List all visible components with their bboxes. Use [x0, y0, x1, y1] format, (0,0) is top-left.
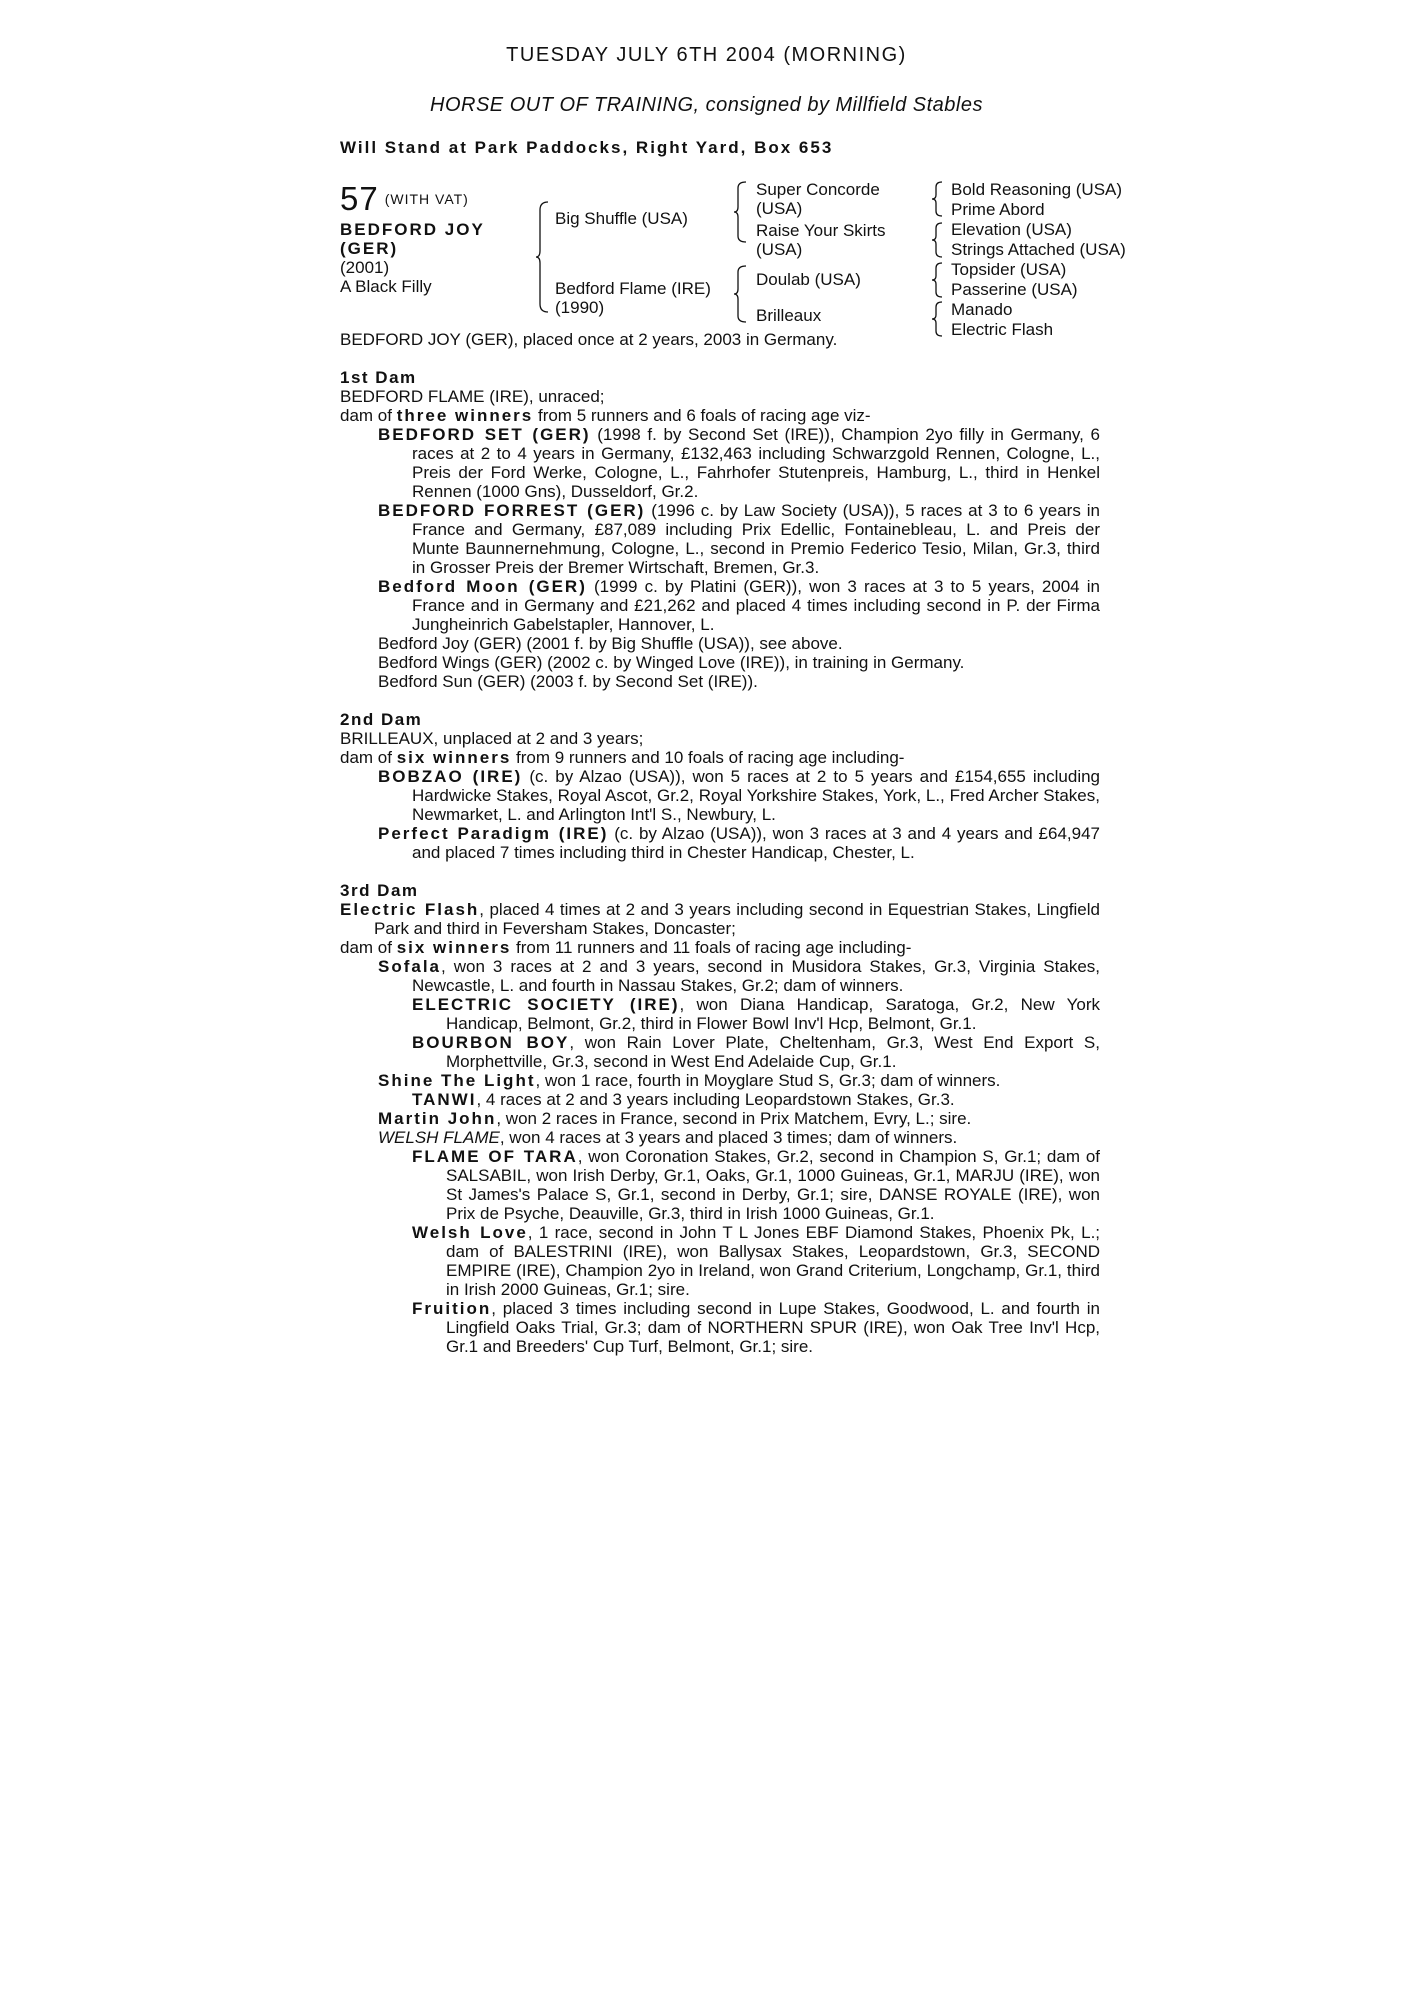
sire-dam-bracket: [536, 200, 550, 315]
produce-entry: [340, 995, 1100, 1033]
produce-text: , won Coronation Stakes, Gr.2, second in Champion S, Gr.1; dam of SALSABIL, won Irish Derby, Gr.1, Oaks, Gr.1, 1000 Guineas, Gr.1, MARJU (IRE), won St James's Palace S, Gr.1, second in Derby, Gr.1; sire, DANSE ROYALE (IRE), won Prix de Psyche, Deauville, Gr.3, third in Irish 1000 Guineas, Gr.1.: [446, 1147, 1100, 1223]
produce-entry: [340, 1147, 1100, 1223]
horse-country: (GER): [340, 239, 399, 258]
produce-entry: [340, 1223, 1100, 1299]
produce-name: Welsh Love: [412, 1223, 528, 1242]
pedigree-sd-country: (USA): [756, 240, 803, 259]
third-dam-heading: 3rd Dam: [340, 881, 419, 900]
pedigree-ssd: Prime Abord: [951, 200, 1045, 219]
vat-note: (WITH VAT): [384, 191, 469, 207]
produce-name: FLAME OF TARA: [412, 1147, 578, 1166]
pedigree-dds: Manado: [951, 300, 1013, 319]
gen4-bracket-3: [932, 261, 944, 299]
third-dam-line: [340, 900, 1100, 938]
produce-text: , won Rain Lover Plate, Cheltenham, Gr.3, West End Export S, Morphettville, Gr.3, second in West End Adelaide Cup, Gr.1.: [446, 1033, 1100, 1071]
produce-entry: [340, 1071, 1100, 1090]
pedigree-dam-sire: Doulab (USA): [756, 270, 861, 289]
gen4-bracket-2: [932, 221, 944, 259]
produce-name: BOURBON BOY: [412, 1033, 570, 1052]
text-fragment: from 11 runners and 11 foals of racing age including-: [511, 938, 912, 957]
produce-name: ELECTRIC SOCIETY (IRE): [412, 995, 680, 1014]
dam-name: Electric Flash: [340, 900, 480, 919]
horse-name: BEDFORD JOY: [340, 220, 485, 239]
catalogue-body: [340, 330, 1100, 1356]
horse-description: A Black Filly: [340, 277, 432, 296]
pedigree-dsd: Passerine (USA): [951, 280, 1078, 299]
produce-name: TANWI: [412, 1090, 477, 1109]
produce-text: , won 3 races at 2 and 3 years, second in Musidora Stakes, Gr.3, Virginia Stakes, Newcastle, L. and fourth in Nassau Stakes, Gr.2; dam of winners.: [412, 957, 1100, 995]
second-dam-line: BRILLEAUX, unplaced at 2 and 3 years;: [340, 729, 644, 748]
pedigree-sdd: Strings Attached (USA): [951, 240, 1126, 259]
winner-count: three winners: [396, 406, 534, 425]
second-dam-heading: 2nd Dam: [340, 710, 423, 729]
produce-entry: Bedford Sun (GER) (2003 f. by Second Set (IRE)).: [378, 672, 758, 691]
produce-entry: [340, 1109, 1100, 1128]
second-dam-produce-line: [340, 748, 1100, 767]
pedigree-sds: Elevation (USA): [951, 220, 1072, 239]
pedigree-dam-year: (1990): [555, 298, 605, 317]
produce-entry: [340, 577, 1100, 634]
first-dam-line: BEDFORD FLAME (IRE), unraced;: [340, 387, 605, 406]
produce-name: Perfect Paradigm (IRE): [378, 824, 609, 843]
produce-name: Bedford Moon (GER): [378, 577, 587, 596]
gen4-bracket-1: [932, 180, 944, 218]
text-fragment: dam of: [340, 748, 397, 767]
pedigree-sire-sire: [756, 180, 880, 218]
produce-text: (c. by Alzao (USA)), won 3 races at 3 and 4 years and £64,947 and placed 7 times including third in Chester Handicap, Chester, L.: [412, 824, 1100, 862]
pedigree-dam-name: Bedford Flame (IRE): [555, 279, 711, 298]
produce-text: , 4 races at 2 and 3 years including Leopardstown Stakes, Gr.3.: [476, 1090, 955, 1109]
produce-entry: Bedford Wings (GER) (2002 c. by Winged Love (IRE)), in training in Germany.: [378, 653, 965, 672]
produce-text: (1999 c. by Platini (GER)), won 3 races at 3 to 5 years, 2004 in France and in Germany and £21,262 and placed 4 times including second in P. der Firma Jungheinrich Gabelstapler, Hannover, L.: [412, 577, 1100, 634]
produce-text: (c. by Alzao (USA)), won 5 races at 2 to 5 years and £154,655 including Hardwicke Stakes, Royal Ascot, Gr.2, Royal Yorkshire Stakes, York, L., Fred Archer Stakes, Newmarket, L. and Arlington Int'l S., Newbury, L.: [412, 767, 1101, 824]
produce-text: , placed 3 times including second in Lupe Stakes, Goodwood, L. and fourth in Lingfield Oaks Trial, Gr.3; dam of NORTHERN SPUR (IRE), won Oak Tree Inv'l Hcp, Gr.1 and Breeders' Cup Turf, Belmont, Gr.1; sire.: [446, 1299, 1100, 1356]
produce-entry: [340, 501, 1100, 577]
produce-entry: [340, 767, 1100, 824]
produce-text: (1998 f. by Second Set (IRE)), Champion 2yo filly in Germany, 6 races at 2 to 4 years in Germany, £132,463 including Schwarzgold Rennen, Cologne, L., Preis der Ford Werke, Cologne, L., Fahrhofer Stutenpreis, Hamburg, L., third in Henkel Rennen (1000 Gns), Dusseldorf, Gr.2.: [412, 425, 1100, 501]
winner-count: six winners: [396, 748, 512, 767]
text-fragment: dam of: [340, 938, 397, 957]
produce-entry: [340, 1090, 1100, 1109]
produce-entry: [340, 425, 1100, 501]
produce-name: WELSH FLAME: [378, 1128, 500, 1147]
lot-number-value: 57: [340, 180, 379, 217]
produce-entry: Bedford Joy (GER) (2001 f. by Big Shuffle (USA)), see above.: [378, 634, 843, 653]
pedigree-sire: Big Shuffle (USA): [555, 209, 688, 228]
pedigree-ddd: Electric Flash: [951, 320, 1054, 339]
sale-date: TUESDAY JULY 6TH 2004 (MORNING): [506, 44, 907, 66]
pedigree-dam: [555, 279, 711, 317]
text-fragment: from 5 runners and 6 foals of racing age viz-: [533, 406, 871, 425]
produce-entry: [340, 1299, 1100, 1356]
produce-text: , won 1 race, fourth in Moyglare Stud S, Gr.3; dam of winners.: [535, 1071, 1001, 1090]
produce-name: Martin John: [378, 1109, 497, 1128]
pedigree-gen4: [951, 180, 1126, 340]
produce-name: Fruition: [412, 1299, 492, 1318]
pedigree-sss: Bold Reasoning (USA): [951, 180, 1123, 199]
produce-text: , won 4 races at 3 years and placed 3 times; dam of winners.: [499, 1128, 958, 1147]
produce-name: Sofala: [378, 957, 442, 976]
consignment-line: HORSE OUT OF TRAINING, consigned by Millfield Stables: [430, 94, 983, 116]
produce-text: (1996 c. by Law Society (USA)), 5 races at 3 to 6 years in France and Germany, £87,089 including Prix Edellic, Fontainebleau, L. and Preis der Munte Baunnernehmung, Cologne, L., second in Premio Federico Tesio, Milan, Gr.3, third in Grosser Preis der Bremer Wirtschaft, Bremen, Gr.3.: [412, 501, 1100, 577]
produce-entry: [340, 1128, 1100, 1147]
pedigree-sire-dam: [756, 221, 885, 259]
text-fragment: dam of: [340, 406, 397, 425]
summary-line: BEDFORD JOY (GER), placed once at 2 years, 2003 in Germany.: [340, 330, 838, 349]
produce-name: BOBZAO (IRE): [378, 767, 523, 786]
produce-name: BEDFORD FORREST (GER): [378, 501, 646, 520]
produce-entry: [340, 1033, 1100, 1071]
produce-text: , 1 race, second in John T L Jones EBF Diamond Stakes, Phoenix Pk, L.; dam of BALESTRINI (IRE), won Ballysax Stakes, Leopardstown, Gr.3, SECOND EMPIRE (IRE), Champion 2yo in Ireland, won Grand Criterium, Longchamp, Gr.1, third in Irish 2000 Guineas, Gr.1; sire.: [446, 1223, 1101, 1299]
produce-entry: [340, 957, 1100, 995]
third-dam-produce-line: [340, 938, 1100, 957]
first-dam-produce-line: [340, 406, 1100, 425]
pedigree-ss-country: (USA): [756, 199, 803, 218]
winner-count: six winners: [396, 938, 512, 957]
sire-parents-bracket: [734, 180, 748, 246]
pedigree-ss-name: Super Concorde: [756, 180, 880, 199]
horse-identity: [340, 220, 485, 296]
text-fragment: from 9 runners and 10 foals of racing age including-: [511, 748, 905, 767]
produce-entry: [340, 824, 1100, 862]
horse-year: (2001): [340, 258, 390, 277]
produce-name: BEDFORD SET (GER): [378, 425, 591, 444]
pedigree-dam-dam: Brilleaux: [756, 306, 822, 325]
produce-text: , won Diana Handicap, Saratoga, Gr.2, New York Handicap, Belmont, Gr.2, third in Flower Bowl Inv'l Hcp, Belmont, Gr.1.: [446, 995, 1100, 1033]
pedigree-sd-name: Raise Your Skirts: [756, 221, 886, 240]
produce-text: , won 2 races in France, second in Prix Matchem, Evry, L.; sire.: [496, 1109, 972, 1128]
dam-parents-bracket: [734, 264, 748, 326]
first-dam-heading: 1st Dam: [340, 368, 417, 387]
stand-location: Will Stand at Park Paddocks, Right Yard, Box 653: [340, 138, 834, 157]
lot-number: [340, 180, 469, 218]
dam-text: , placed 4 times at 2 and 3 years including second in Equestrian Stakes, Lingfield Park and third in Feversham Stakes, Doncaster;: [374, 900, 1100, 938]
pedigree-dss: Topsider (USA): [951, 260, 1067, 279]
produce-name: Shine The Light: [378, 1071, 536, 1090]
